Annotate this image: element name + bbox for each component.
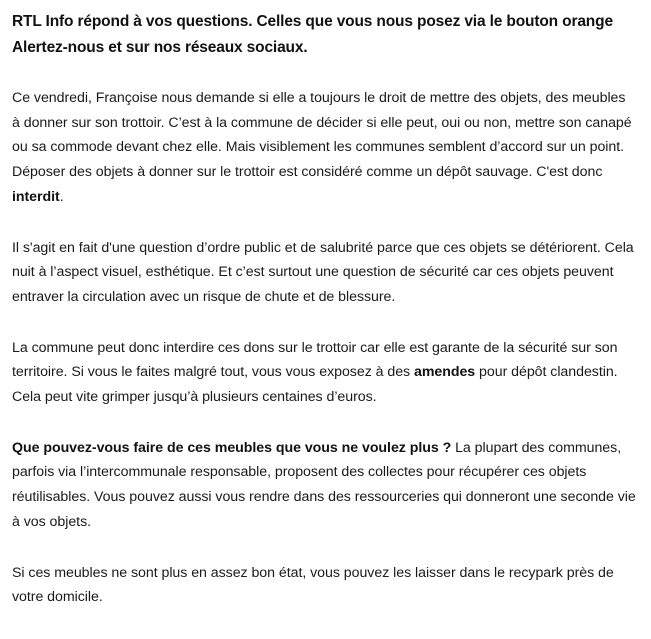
paragraph-francoise-question bbox=[12, 86, 637, 210]
paragraph-recypark: Si ces meubles ne sont plus en assez bon état, vous pouvez les laisser dans le recypark près de votre domicile. bbox=[12, 564, 614, 606]
paragraph-text: Ce vendredi, Françoise nous demande si elle a toujours le droit de mettre des objets, des meubles à donner sur son trottoir. C’est à la commune de décider si elle peut, oui ou non, mettre son canapé ou sa commode devant chez elle. Mais visiblement les communes semblent d’accord sur un point. Déposer des objets à donner sur le trottoir est considéré comme un dépôt sauvage. C'est donc bbox=[12, 90, 632, 181]
paragraph-text-end: . bbox=[59, 188, 64, 205]
paragraph-fines bbox=[12, 336, 637, 410]
paragraph-public-order: Il s'agit en fait d'une question d’ordre public et de salubrité parce que ces objets se détériorent. Cela nuit à l’aspect visuel, esthétique. Et c’est surtout une question de sécurité car ces objets peuvent entraver la circulation avec un risque de chute et de blessure. bbox=[12, 239, 634, 305]
paragraph-text: La commune peut donc interdire ces dons sur le trottoir car elle est garante de la sécurité sur son territoire. Si vous le faites malgré tout, vous vous exposez à des bbox=[12, 339, 618, 381]
emphasis-interdit: interdit bbox=[12, 188, 60, 205]
paragraph-text-end: pour dépôt clandestin. Cela peut vite grimper jusqu’à plusieurs centaines d’euros. bbox=[12, 364, 618, 406]
article-lead: RTL Info répond à vos questions. Celles que vous nous posez via le bouton orange Alertez-nous et sur nos réseaux sociaux. bbox=[12, 13, 613, 56]
paragraph-text: La plupart des communes, parfois via l’intercommunale responsable, proposent des collectes pour récupérer ces objets réutilisables. Vous pouvez aussi vous rendre dans des ressourceries qui donneront une seconde vie à vos objets. bbox=[12, 439, 636, 530]
emphasis-question: Que pouvez-vous faire de ces meubles que vous ne voulez plus ? bbox=[12, 439, 452, 456]
emphasis-amendes: amendes bbox=[413, 364, 476, 381]
paragraph-what-to-do bbox=[12, 436, 637, 535]
